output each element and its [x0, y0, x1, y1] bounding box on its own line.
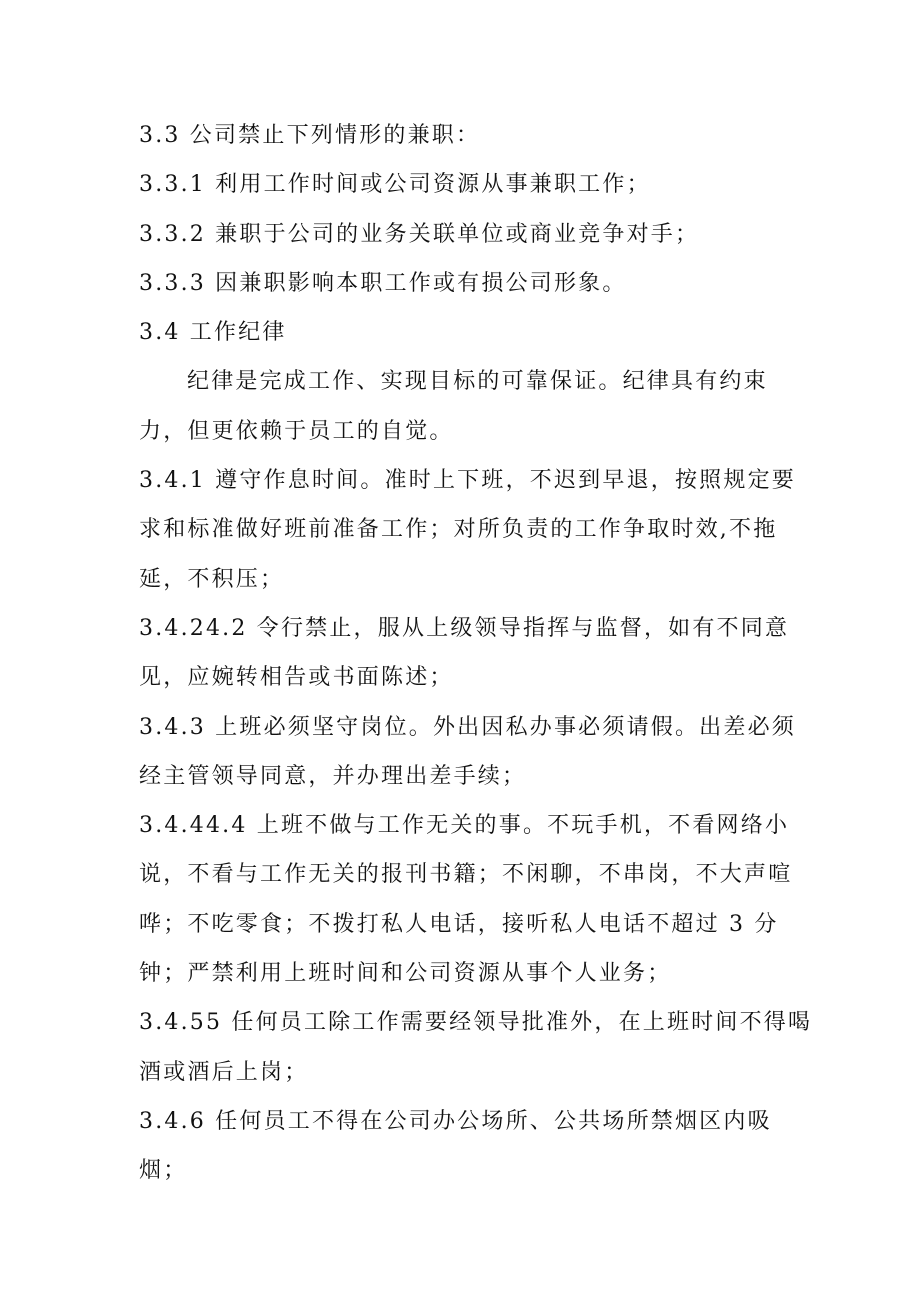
clause-3-4-3-line-2: 经主管领导同意，并办理出差手续； [139, 763, 527, 789]
clause-3-4-4-line-2: 说，不看与工作无关的报刊书籍；不闲聊，不串岗，不大声喧 [139, 862, 793, 888]
clause-3-4-4-line-1: 3.4.44.4 上班不做与工作无关的事。不玩手机，不看网络小 [139, 813, 790, 839]
clause-3-4-5-line-2: 酒或酒后上岗； [139, 1059, 309, 1085]
clause-3-4-1-line-2: 求和标准做好班前准备工作；对所负责的工作争取时效,不拖 [139, 517, 778, 543]
clause-3-4-2-line-1: 3.4.24.2 令行禁止，服从上级领导指挥与监督，如有不同意 [139, 615, 790, 641]
clause-3-3-1: 3.3.1 利用工作时间或公司资源从事兼职工作； [139, 172, 651, 198]
clause-3-4-4-line-3: 哗；不吃零食；不拨打私人电话，接听私人电话不超过 3 分 [139, 911, 779, 937]
discipline-intro-line-2: 力，但更依赖于员工的自觉。 [139, 418, 454, 444]
clause-3-4-5-line-1: 3.4.55 任何员工除工作需要经领导批准外，在上班时间不得喝 [139, 1010, 813, 1036]
discipline-intro-line-1: 纪律是完成工作、实现目标的可靠保证。纪律具有约束 [187, 369, 768, 395]
clause-3-4-6-line-2: 烟； [139, 1158, 188, 1184]
clause-3-4-1-line-3: 延，不积压； [139, 566, 285, 592]
document-body [139, 111, 813, 1196]
section-3-4-heading: 3.4 工作纪律 [139, 320, 287, 346]
clause-3-3-3: 3.3.3 因兼职影响本职工作或有损公司形象。 [139, 270, 627, 296]
section-3-3-heading: 3.3 公司禁止下列情形的兼职： [139, 123, 481, 148]
clause-3-3-2: 3.3.2 兼职于公司的业务关联单位或商业竞争对手； [139, 221, 700, 247]
clause-3-4-4-line-4: 钟；严禁利用上班时间和公司资源从事个人业务； [139, 961, 672, 987]
clause-3-4-2-line-2: 见，应婉转相告或书面陈述； [139, 665, 454, 691]
clause-3-4-3-line-1: 3.4.3 上班必须坚守岗位。外出因私办事必须请假。出差必须 [139, 714, 796, 740]
clause-3-4-6-line-1: 3.4.6 任何员工不得在公司办公场所、公共场所禁烟区内吸 [139, 1108, 772, 1134]
clause-3-4-1-line-1: 3.4.1 遵守作息时间。准时上下班，不迟到早退，按照规定要 [139, 468, 796, 494]
